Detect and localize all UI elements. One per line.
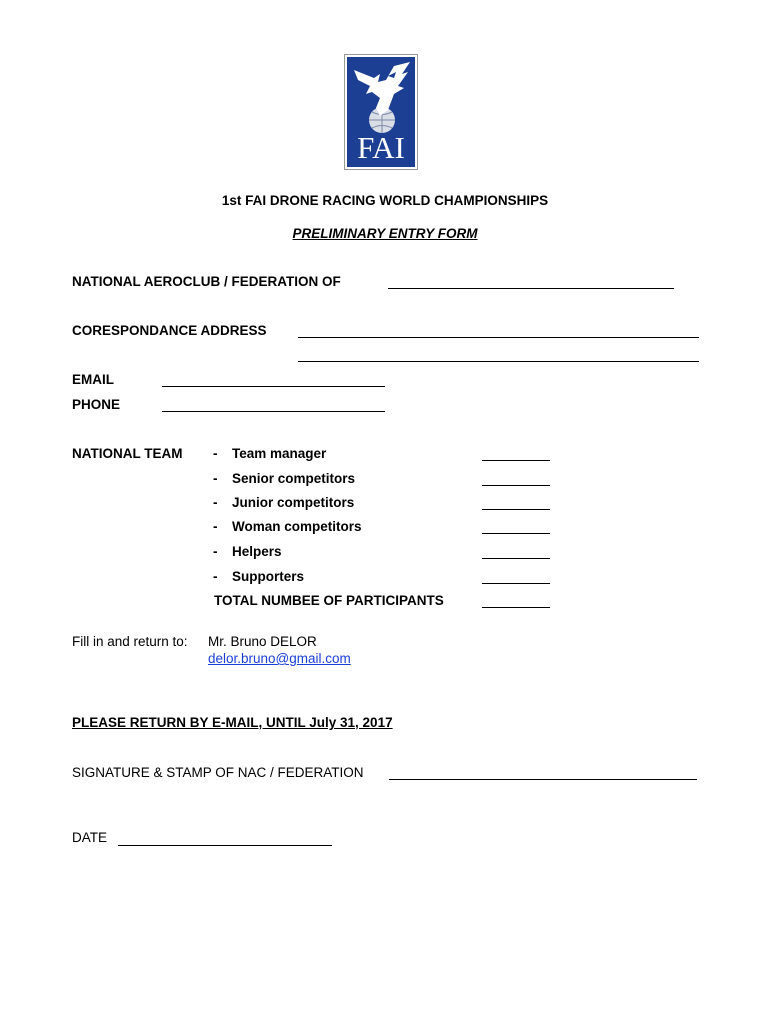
federation-label: NATIONAL AEROCLUB / FEDERATION OF [72,274,341,289]
address-field-line-2[interactable] [298,361,699,362]
helpers-field[interactable] [482,558,550,559]
federation-field[interactable] [388,288,674,289]
team-row-bullet: - [213,544,218,559]
signature-label: SIGNATURE & STAMP OF NAC / FEDERATION [72,765,364,780]
phone-field[interactable] [162,411,385,412]
contact-name: Mr. Bruno DELOR [208,634,317,649]
team-row-bullet: - [213,519,218,534]
team-row-bullet: - [213,495,218,510]
team-row-bullet: - [213,471,218,486]
return-to-label: Fill in and return to: [72,634,188,649]
team-row-bullet: - [213,446,218,461]
senior-competitors-field[interactable] [482,485,550,486]
return-deadline-notice: PLEASE RETURN BY E-MAIL, UNTIL July 31, 2017 [72,715,393,730]
junior-competitors-field[interactable] [482,509,550,510]
team-row-label: Helpers [232,544,282,559]
team-manager-field[interactable] [482,460,550,461]
team-row-label: Team manager [232,446,327,461]
team-row-label: Junior competitors [232,495,355,510]
form-title: 1st FAI DRONE RACING WORLD CHAMPIONSHIPS [221,193,549,208]
email-field[interactable] [162,386,385,387]
contact-email-link[interactable]: delor.bruno@gmail.com [208,651,351,666]
date-label: DATE [72,830,108,845]
svg-text:FAI: FAI [357,130,405,165]
team-row-label: Senior competitors [232,471,356,486]
address-label: CORESPONDANCE ADDRESS [72,323,267,338]
phone-label: PHONE [72,397,121,412]
total-participants-label: TOTAL NUMBEE OF PARTICIPANTS [214,593,444,608]
total-participants-field[interactable] [482,607,550,608]
team-row-label: Supporters [232,569,305,584]
signature-field[interactable] [389,779,697,780]
team-row-label: Woman competitors [232,519,362,534]
fai-logo [344,54,418,170]
supporters-field[interactable] [482,583,550,584]
address-field-line-1[interactable] [298,337,699,338]
form-subtitle: PRELIMINARY ENTRY FORM [292,226,478,241]
woman-competitors-field[interactable] [482,533,550,534]
email-label: EMAIL [72,372,114,387]
national-team-label: NATIONAL TEAM [72,446,183,461]
date-field[interactable] [118,845,332,846]
team-row-bullet: - [213,569,218,584]
